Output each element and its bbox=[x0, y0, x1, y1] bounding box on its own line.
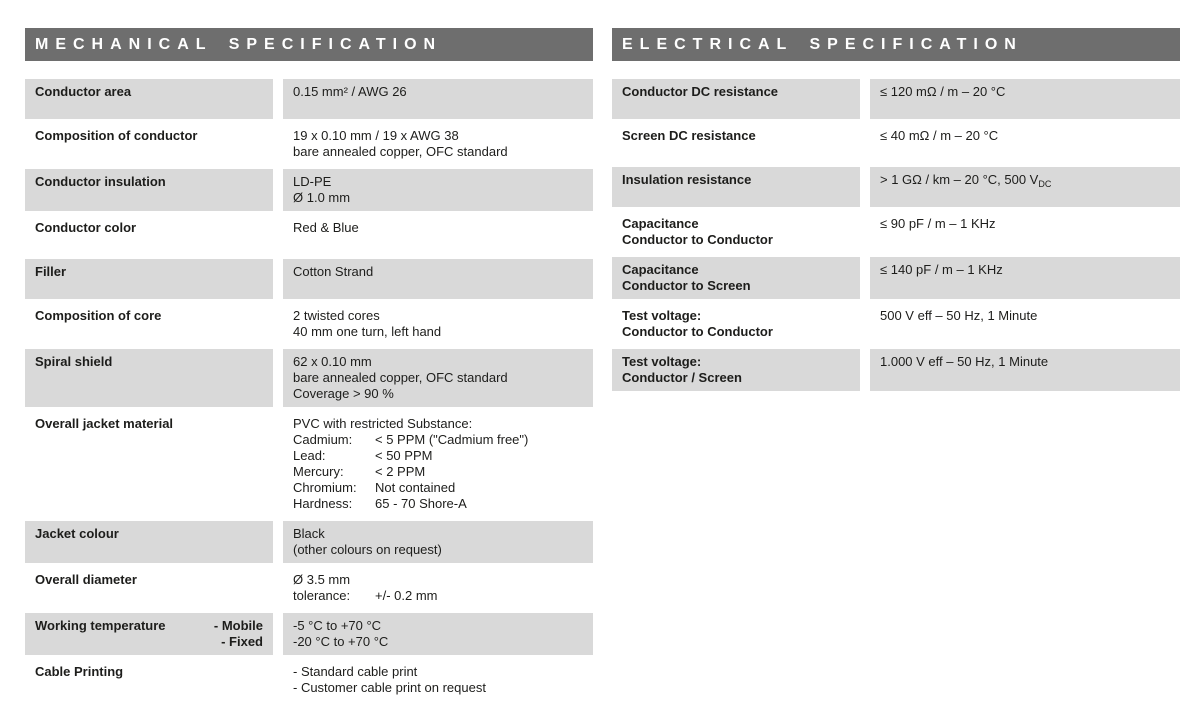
spec-row-value: - Standard cable print - Customer cable print on request bbox=[293, 664, 486, 695]
spec-row-label-suffix: - Mobile - Fixed bbox=[213, 618, 263, 649]
spec-row-value: 1.000 V eff – 50 Hz, 1 Minute bbox=[870, 349, 1180, 391]
spec-row-value: 62 x 0.10 mm bare annealed copper, OFC standard Coverage > 90 % bbox=[283, 349, 593, 407]
electrical-section-title: ELECTRICAL SPECIFICATION bbox=[622, 35, 1023, 53]
spec-row-value: > 1 GΩ / km – 20 °C, 500 $V_{DC}$ bbox=[870, 167, 1180, 207]
spec-row-label: Spiral shield bbox=[25, 349, 273, 407]
spec-row-label: Overall diameter bbox=[35, 572, 137, 587]
spec-row bbox=[25, 349, 593, 407]
spec-row-value: 19 x 0.10 mm / 19 x AWG 38 bare annealed copper, OFC standard bbox=[293, 128, 508, 159]
spec-row-value: Ø 3.5 mm tolerance: +/- 0.2 mm bbox=[293, 572, 438, 603]
spec-row-value: ≤ 40 mΩ / m – 20 °C bbox=[880, 128, 999, 143]
spec-row-value: Black (other colours on request) bbox=[283, 521, 593, 563]
spec-row bbox=[612, 257, 1180, 299]
spec-row-value: ≤ 140 pF / m – 1 KHz bbox=[870, 257, 1180, 299]
spec-row bbox=[25, 303, 593, 345]
spec-row bbox=[25, 521, 593, 563]
spec-row-label: Test voltage: Conductor / Screen bbox=[612, 349, 860, 391]
spec-row-label: Working temperature - Mobile - Fixed bbox=[25, 613, 273, 655]
spec-row bbox=[25, 613, 593, 655]
mechanical-specification-section bbox=[25, 28, 593, 701]
electrical-spec-table bbox=[612, 79, 1180, 391]
spec-row-value: -5 °C to +70 °C -20 °C to +70 °C bbox=[283, 613, 593, 655]
spec-row bbox=[25, 79, 593, 119]
spec-row bbox=[612, 123, 1180, 163]
spec-row-value: 500 V eff – 50 Hz, 1 Minute bbox=[880, 308, 1038, 323]
spec-row bbox=[612, 303, 1180, 345]
spec-row-label: Composition of conductor bbox=[35, 128, 198, 143]
spec-row-label: Capacitance Conductor to Conductor bbox=[622, 216, 773, 247]
spec-row-label: Screen DC resistance bbox=[622, 128, 756, 143]
spec-row bbox=[25, 411, 593, 517]
spec-row bbox=[25, 215, 593, 255]
electrical-section-header bbox=[612, 28, 1180, 61]
spec-row-label: Jacket colour bbox=[25, 521, 273, 563]
spec-row-value: ≤ 120 mΩ / m – 20 °C bbox=[870, 79, 1180, 119]
spec-row-value: 2 twisted cores 40 mm one turn, left hand bbox=[293, 308, 442, 339]
spec-row bbox=[612, 79, 1180, 119]
spec-row bbox=[25, 169, 593, 211]
spec-row-label: Conductor color bbox=[35, 220, 137, 235]
spec-row bbox=[25, 259, 593, 299]
spec-row bbox=[612, 167, 1180, 207]
mechanical-section-header bbox=[25, 28, 593, 61]
spec-row-label: Cable Printing bbox=[35, 664, 124, 679]
spec-row-value: Red & Blue bbox=[293, 220, 359, 235]
spec-row-label: Conductor insulation bbox=[25, 169, 273, 211]
spec-row-label: Conductor area bbox=[25, 79, 273, 119]
spec-row bbox=[612, 211, 1180, 253]
spec-row-label: Conductor DC resistance bbox=[612, 79, 860, 119]
spec-row bbox=[612, 349, 1180, 391]
spec-row bbox=[25, 567, 593, 609]
spec-row bbox=[25, 659, 593, 701]
spec-row-label: Composition of core bbox=[35, 308, 162, 323]
spec-row-label: Insulation resistance bbox=[612, 167, 860, 207]
electrical-specification-section bbox=[612, 28, 1180, 391]
spec-row-label: Capacitance Conductor to Screen bbox=[612, 257, 860, 299]
spec-row-value: ≤ 90 pF / m – 1 KHz bbox=[880, 216, 996, 231]
spec-row-label: Overall jacket material bbox=[35, 416, 174, 431]
spec-row-value: 0.15 mm² / AWG 26 bbox=[283, 79, 593, 119]
spec-row-value: Cotton Strand bbox=[283, 259, 593, 299]
spec-row bbox=[25, 123, 593, 165]
spec-row-value: LD-PE Ø 1.0 mm bbox=[283, 169, 593, 211]
mechanical-spec-table bbox=[25, 79, 593, 701]
spec-row-label: Filler bbox=[25, 259, 273, 299]
spec-row-label: Test voltage: Conductor to Conductor bbox=[622, 308, 773, 339]
mechanical-section-title: MECHANICAL SPECIFICATION bbox=[35, 35, 443, 53]
spec-row-value: PVC with restricted Substance: Cadmium: < 5 PPM ("Cadmium free") Lead: < 50 PPM Mercury: < 2 PPM Chromium: Not contained Hardness: 65 - 70 Shore-A bbox=[293, 416, 529, 511]
